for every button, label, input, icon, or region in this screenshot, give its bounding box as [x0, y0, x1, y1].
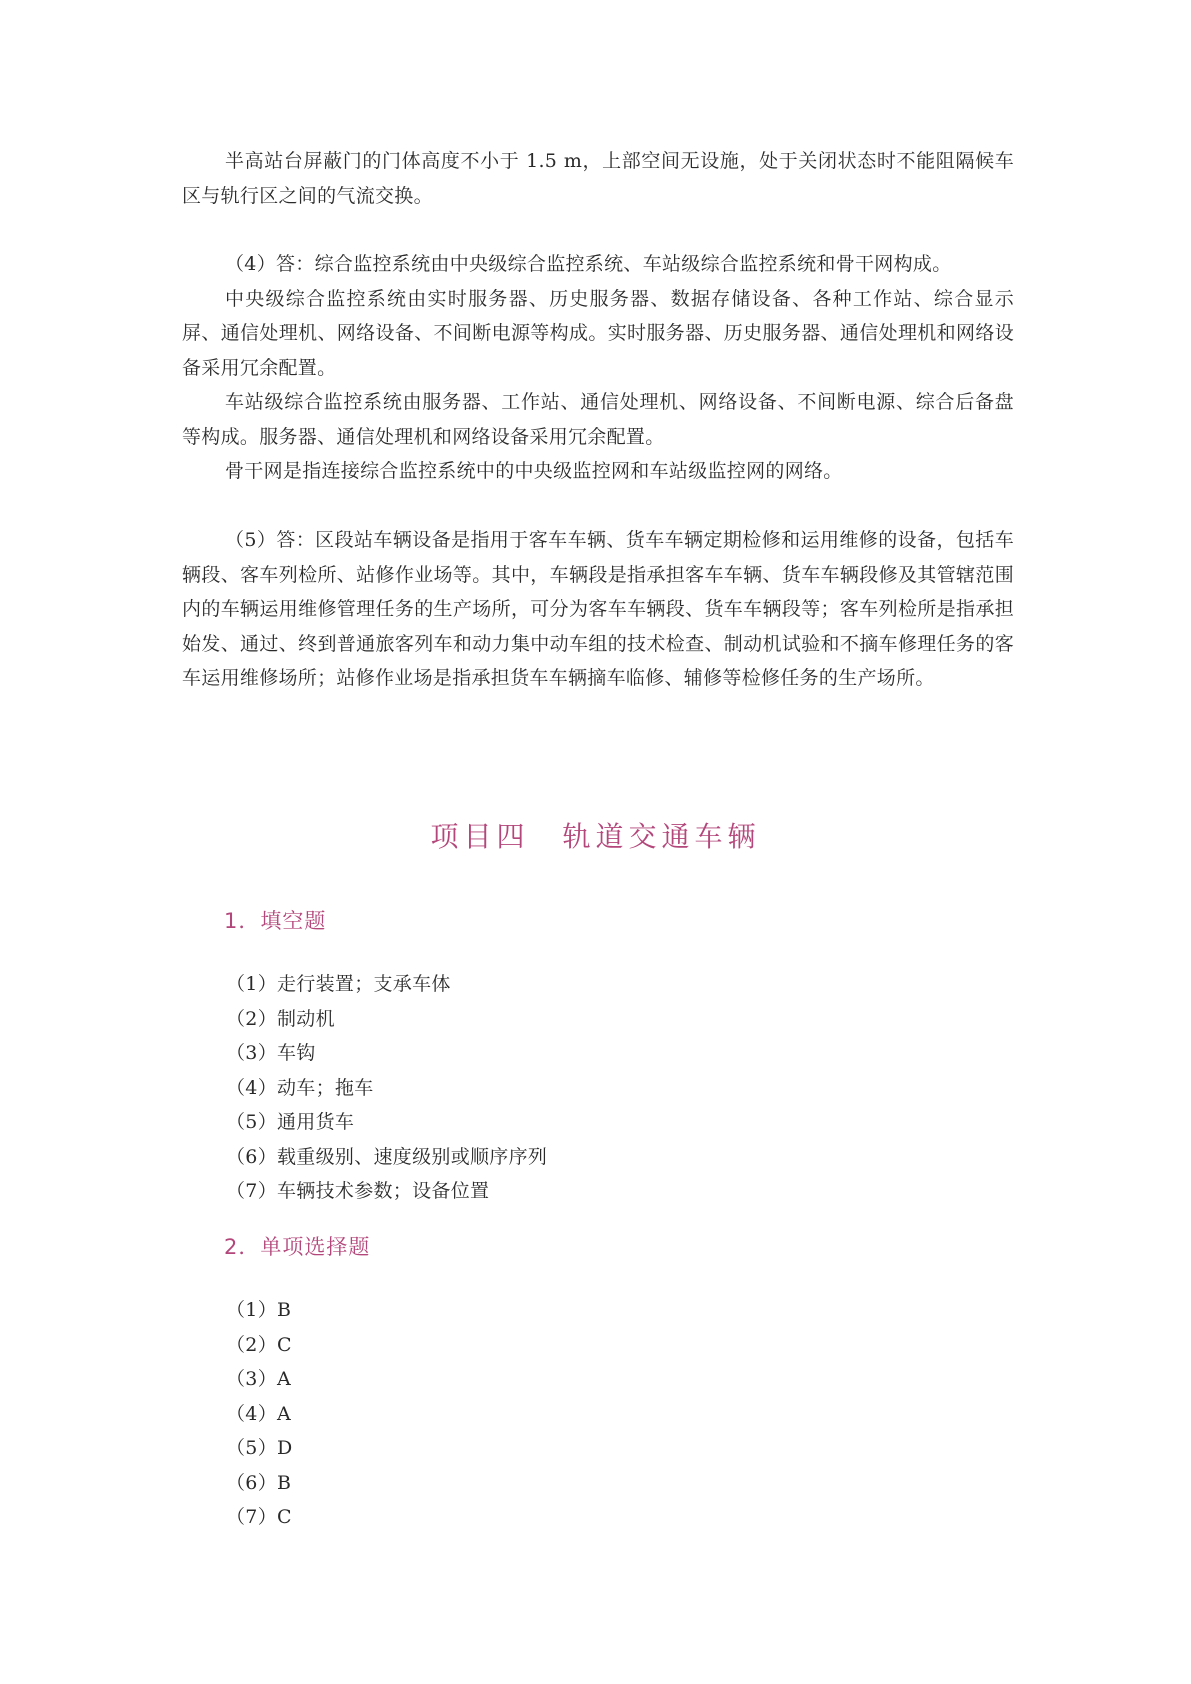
list-item: （1）走行装置；支承车体: [226, 973, 451, 995]
text-block-answer-5: [182, 523, 1014, 696]
text-block-platform-door: [182, 144, 1014, 213]
list-item: （3）A: [226, 1368, 292, 1390]
section-heading-fill-in: 1．填空题: [224, 909, 327, 933]
list-item: （2）制动机: [226, 1007, 335, 1030]
text-block-answer-4: [182, 247, 1014, 489]
paragraph: 车站级综合监控系统由服务器、工作站、通信处理机、网络设备、不间断电源、综合后备盘等构成。服务器、通信处理机和网络设备采用冗余配置。: [182, 391, 1014, 448]
paragraph: （4）答：综合监控系统由中央级综合监控系统、车站级综合监控系统和骨干网构成。: [225, 253, 952, 275]
section-heading-single-choice: 2．单项选择题: [224, 1235, 371, 1259]
list-item: （6）载重级别、速度级别或顺序序列: [226, 1145, 548, 1168]
list-item: （5）通用货车: [226, 1111, 355, 1133]
paragraph: （5）答：区段站车辆设备是指用于客车车辆、货车车辆定期检修和运用维修的设备，包括车辆段、客车列检所、站修作业场等。其中，车辆段是指承担客车车辆、货车车辆段修及其管辖范围内的车辆运用维修管理任务的生产场所，可分为客车车辆段、货车车辆段等；客车列检所是指承担始发、通过、终到普通旅客列车和动力集中动车组的技术检查、制动机试验和不摘车修理任务的客车运用维修场所；站修作业场是指承担货车车辆摘车临修、辅修等检修任务的生产场所。: [182, 529, 1014, 689]
list-item: （4）动车；拖车: [226, 1076, 374, 1099]
list-item: （1）B: [226, 1299, 292, 1321]
paragraph: 骨干网是指连接综合监控系统中的中央级监控网和车站级监控网的网络。: [225, 460, 843, 482]
list-item: （2）C: [226, 1333, 292, 1356]
paragraph: 中央级综合监控系统由实时服务器、历史服务器、数据存储设备、各种工作站、综合显示屏、通信处理机、网络设备、不间断电源等构成。实时服务器、历史服务器、通信处理机和网络设备采用冗余配置。: [182, 287, 1014, 379]
chapter-title: 项目四 轨道交通车辆: [430, 820, 761, 853]
list-item: （7）C: [226, 1506, 292, 1528]
paragraph: 半高站台屏蔽门的门体高度不小于 1.5 m，上部空间无设施，处于关闭状态时不能阻隔候车区与轨行区之间的气流交换。: [182, 150, 1014, 207]
list-item: （6）B: [226, 1471, 292, 1494]
answer-list-fill-in: [226, 967, 547, 1209]
answer-list-single-choice: [226, 1293, 293, 1535]
list-item: （5）D: [226, 1437, 293, 1459]
list-item: （4）A: [226, 1402, 292, 1425]
list-item: （3）车钩: [226, 1042, 316, 1064]
list-item: （7）车辆技术参数；设备位置: [226, 1180, 490, 1202]
